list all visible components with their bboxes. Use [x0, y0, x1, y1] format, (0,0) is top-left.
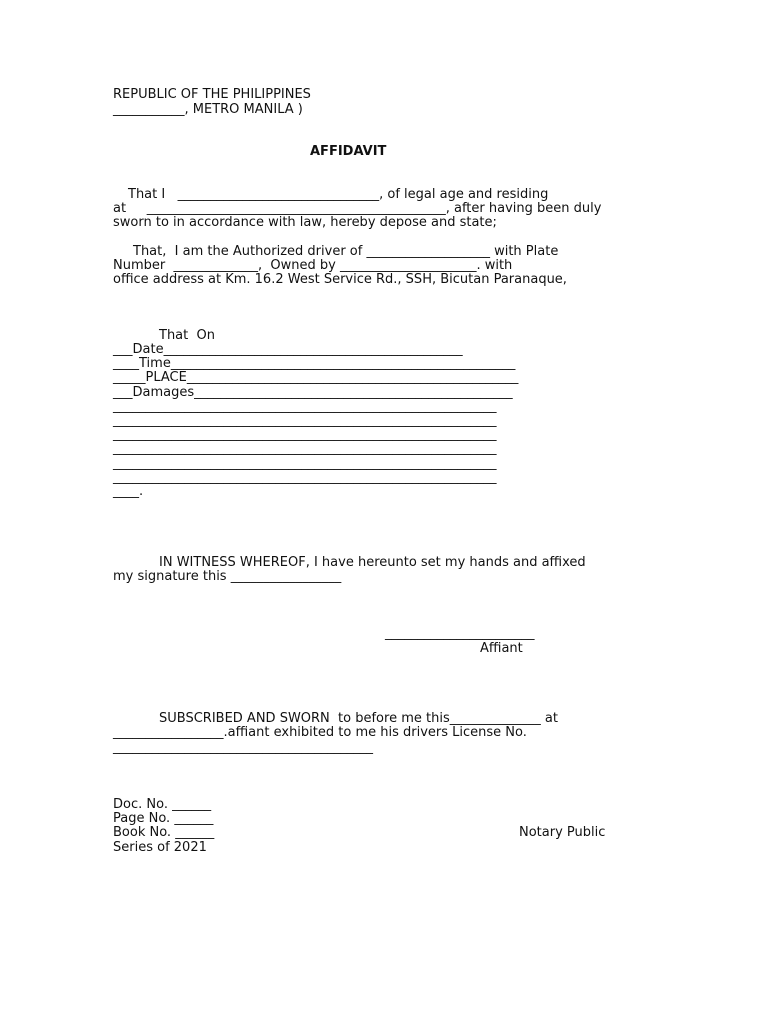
book-no: Book No. ______	[113, 825, 215, 840]
driver-line-1: That, I am the Authorized driver of ___________________ with Plate	[133, 244, 559, 259]
intro-line-2: at ______________________________________________, after having been duly	[113, 201, 602, 216]
subscribed-line-1: SUBSCRIBED AND SWORN to before me this______________ at	[159, 711, 558, 726]
time-line: ____Time_____________________________________________________	[113, 356, 516, 371]
doc-no: Doc. No. ______	[113, 797, 212, 812]
intro-line-3: sworn to in accordance with law, hereby depose and state;	[113, 215, 497, 230]
damages-line: ___Damages_________________________________________________	[113, 385, 513, 400]
date-line: ___Date______________________________________________	[113, 342, 463, 357]
that-on-label: That On	[159, 328, 215, 343]
place-line: _____PLACE___________________________________________________	[113, 370, 519, 385]
subscribed-line-3: ________________________________________	[113, 740, 373, 755]
republic-heading: REPUBLIC OF THE PHILIPPINES	[113, 87, 311, 102]
blank-line: ___________________________________________________________	[113, 399, 497, 414]
affiant-label: Affiant	[480, 641, 523, 656]
city-line: ___________, METRO MANILA )	[113, 102, 303, 117]
series-year: Series of 2021	[113, 840, 207, 855]
driver-line-2: Number _____________, Owned by _____________________. with	[113, 258, 513, 273]
document-title: AFFIDAVIT	[310, 144, 387, 159]
blank-line: ___________________________________________________________	[113, 441, 497, 456]
blank-line: ___________________________________________________________	[113, 413, 497, 428]
witness-line-1: IN WITNESS WHEREOF, I have hereunto set my hands and affixed	[159, 555, 586, 570]
blank-line: ___________________________________________________________	[113, 456, 497, 471]
subscribed-line-2: _________________.affiant exhibited to me his drivers License No.	[113, 725, 527, 740]
intro-line-1: That I _______________________________, of legal age and residing	[128, 187, 549, 202]
notary-public-label: Notary Public	[519, 825, 606, 840]
incident-end-line: ____.	[113, 484, 144, 499]
driver-line-3: office address at Km. 16.2 West Service Rd., SSH, Bicutan Paranaque,	[113, 272, 567, 287]
blank-line: ___________________________________________________________	[113, 427, 497, 442]
page-no: Page No. ______	[113, 811, 214, 826]
blank-line: ___________________________________________________________	[113, 470, 497, 485]
witness-line-2: my signature this _________________	[113, 569, 342, 584]
signature-line: _______________________	[385, 626, 535, 641]
